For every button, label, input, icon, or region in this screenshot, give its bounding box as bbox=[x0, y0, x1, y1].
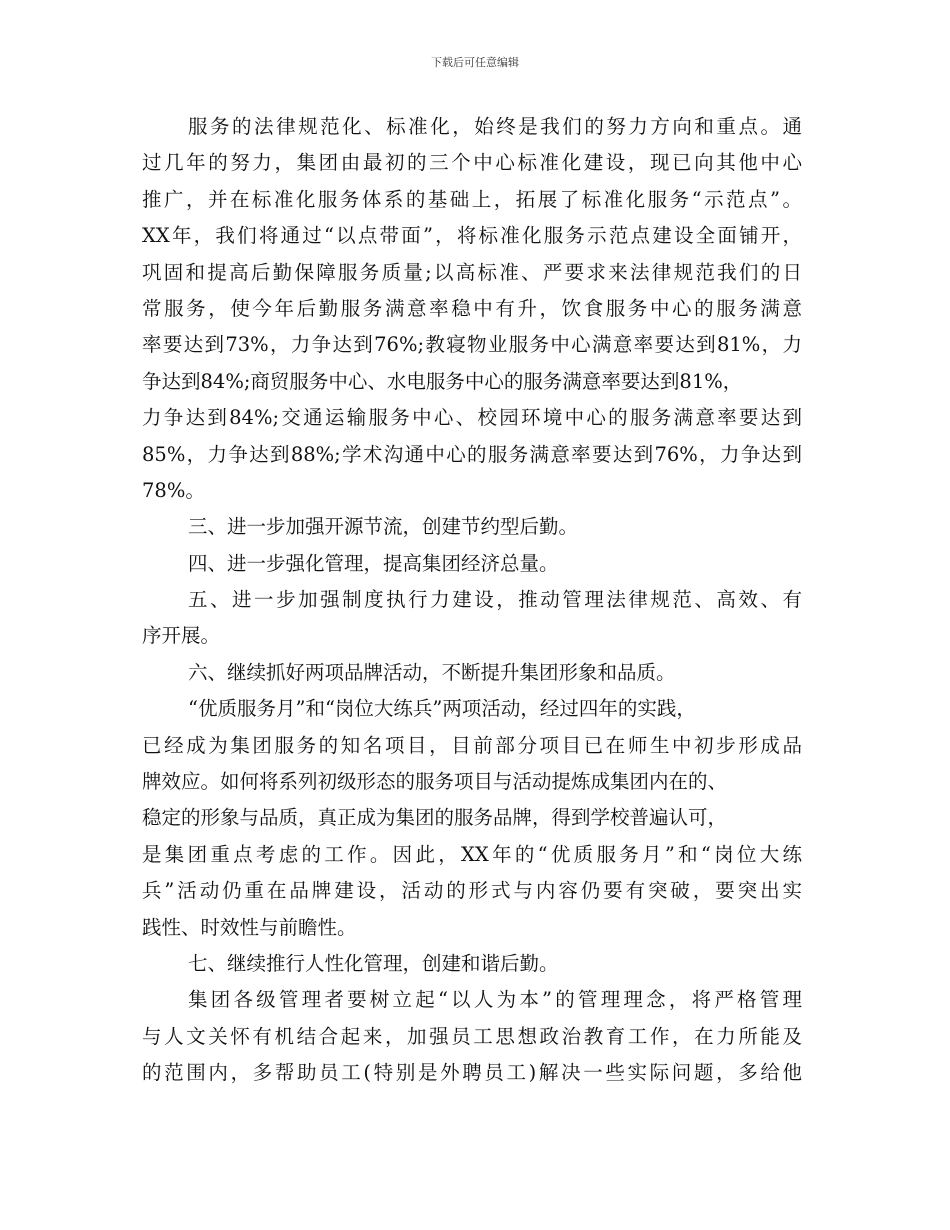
text-line: 服务的法律规范化、标准化，始终是我们的努力方向和重点。通 bbox=[188, 115, 802, 138]
text-line: 三、进一步加强开源节流，创建节约型后勤。 bbox=[188, 515, 579, 539]
text-line: 四、进一步强化管理，提高集团经济总量。 bbox=[188, 551, 559, 575]
text-line: 过几年的努力，集团由最初的三个中心标准化建设，现已向其他中心 bbox=[142, 151, 802, 175]
text-line: 与人文关怀有机结合起来，加强员工思想政治教育工作，在力所能及 bbox=[142, 1024, 802, 1048]
text-line: 力争达到84%;交通运输服务中心、校园环境中心的服务满意率要达到 bbox=[142, 406, 802, 430]
text-line: 是集团重点考虑的工作。因此，XX年的“优质服务月”和“岗位大练 bbox=[142, 842, 802, 866]
page-header: 下载后可任意编辑 bbox=[431, 56, 519, 69]
text-line: 序开展。 bbox=[142, 624, 221, 648]
text-line: 85%，力争达到88%;学术沟通中心的服务满意率要达到76%，力争达到 bbox=[142, 442, 802, 466]
text-line: 78%。 bbox=[142, 478, 205, 502]
document-body bbox=[142, 109, 802, 1092]
text-line: 七、继续推行人性化管理，创建和谐后勤。 bbox=[188, 951, 559, 975]
text-line: 率要达到73%，力争达到76%;教寝物业服务中心满意率要达到81%，力 bbox=[142, 333, 802, 357]
text-line: 兵”活动仍重在品牌建设，活动的形式与内容仍要有突破，要突出实 bbox=[142, 879, 802, 903]
text-line: 巩固和提高后勤保障服务质量;以高标准、严要求来法律规范我们的日 bbox=[142, 260, 802, 284]
text-line: 的范围内，多帮助员工(特别是外聘员工)解决一些实际问题，多给他 bbox=[142, 1061, 802, 1085]
text-line: 五、进一步加强制度执行力建设，推动管理法律规范、高效、有 bbox=[188, 588, 802, 612]
text-line: “优质服务月”和“岗位大练兵”两项活动，经过四年的实践， bbox=[188, 697, 696, 721]
text-line: 牌效应。如何将系列初级形态的服务项目与活动提炼成集团内在的、 bbox=[142, 770, 728, 794]
text-line: 六、继续抓好两项品牌活动，不断提升集团形象和品质。 bbox=[188, 660, 676, 684]
text-line: 集团各级管理者要树立起“以人为本”的管理理念，将严格管理 bbox=[188, 988, 802, 1012]
text-line: 践性、时效性与前瞻性。 bbox=[142, 915, 357, 939]
text-line: 推广，并在标准化服务体系的基础上，拓展了标准化服务“示范点”。 bbox=[142, 187, 802, 211]
text-line: XX年，我们将通过“以点带面”，将标准化服务示范点建设全面铺开， bbox=[142, 224, 802, 248]
text-line: 稳定的形象与品质，真正成为集团的服务品牌，得到学校普遍认可， bbox=[142, 806, 728, 830]
text-line: 常服务，使今年后勤服务满意率稳中有升，饮食服务中心的服务满意 bbox=[142, 296, 802, 320]
text-line: 争达到84%;商贸服务中心、水电服务中心的服务满意率要达到81%， bbox=[142, 369, 743, 393]
text-line: 已经成为集团服务的知名项目，目前部分项目已在师生中初步形成品 bbox=[142, 733, 802, 757]
